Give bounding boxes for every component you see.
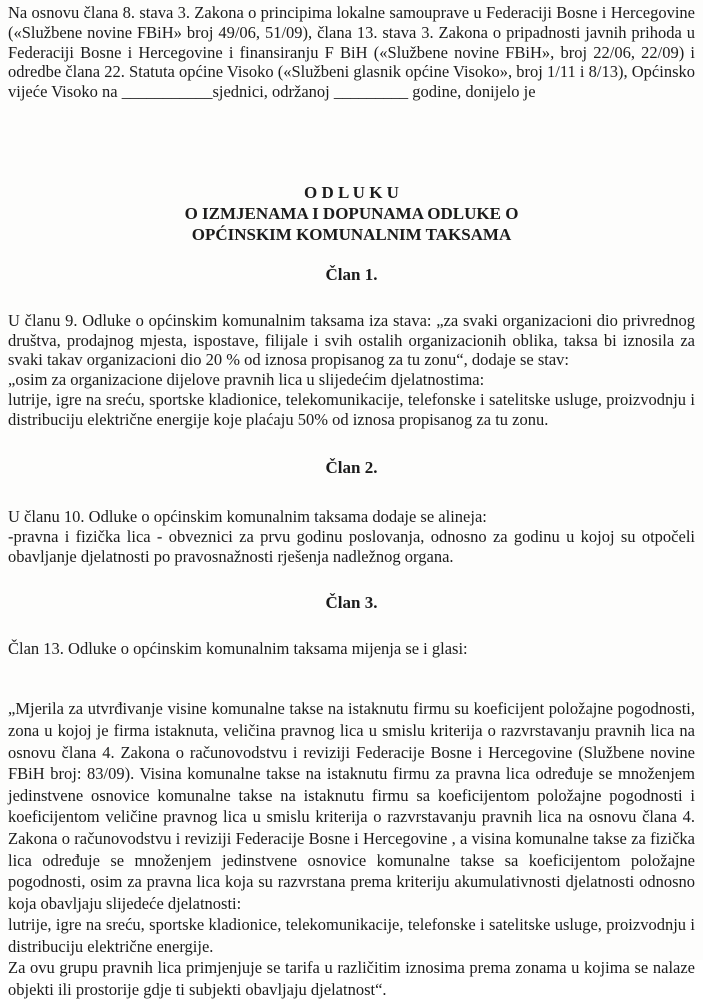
decision-title-line-3: OPĆINSKIM KOMUNALNIM TAKSAMA: [191, 224, 512, 244]
article-1-heading: Član 1.: [325, 264, 378, 284]
article-3-paragraph-2: „Mjerila za utvrđivanje visine komunalne takse na istaknutu firmu su koeficijent položajne pogodnosti, zona u kojoj je firma istaknuta, veličina pravnog lica u smislu kriterija o razvrstavanju pravnih lica na osnovu člana 4. Zakona o računovodstvu i reviziji Federacije Bosne i Hercegovine (Službene novine FBiH broj: 83/09). Visina komunalne takse na istaknutu firmu za pravna lica određuje se množenjem jedinstvene osnovice komunalne takse na istaknutu firmu sa koeficijentom položajne pogodnosti i koeficijentom veličine pravnog lica u smislu kriterija o razvrstavanju pravnih lica na osnovu člana 4. Zakona o računovodstvu i reviziji Federacije Bosne i Hercegovine , a visina komunalne takse za fizička lica određuje se množenjem jedinstvene osnovice komunalne takse sa koeficijentom položajne pogodnosti, osim za pravna lica koja su razvrstana prema kriteriju akumulativnosti djelatnosti odnosno koja obavljaju slijedeće djelatnosti:: [8, 699, 695, 913]
article-1-paragraph-3: lutrije, igre na sreću, sportske kladionice, telekomunikacije, telefonske i satelitske usluge, proizvodnju i distribuciju električne energije koje plaćaju 50% od iznosa propisanog za tu zonu.: [8, 389, 695, 429]
article-1-paragraph-2: „osim za organizacione dijelove pravnih lica u slijedećim djelatnostima:: [8, 370, 485, 390]
preamble-paragraph: Na osnovu člana 8. stava 3. Zakona o principima lokalne samouprave u Federaciji Bosne i Hercegovine («Službene novine FBiH» broj 49/06, 51/09), člana 13. stava 3. Zakona o pripadnosti javnih prihoda u Federaciji Bosne i Hercegovine i finansiranju F BiH («Službene novine FBiH», broj 22/06, 22/09) i odredbe člana 22. Statuta općine Visoko («Službeni glasnik općine Visoko», broj 1/11 i 8/13), Općinsko vijeće Visoko na ___________sjednici, održanoj _________ godine, donijelo je: [8, 3, 695, 102]
decision-title-line-1: O D L U K U: [304, 182, 399, 202]
article-3-paragraph-1: Član 13. Odluke o općinskim komunalnim taksama mijenja se i glasi:: [8, 638, 468, 658]
decision-title-block: [8, 182, 695, 245]
article-2-paragraph-1: U članu 10. Odluke o općinskim komunalnim taksama dodaje se alineja:: [8, 507, 487, 527]
article-3-paragraph-4: Za ovu grupu pravnih lica primjenjuje se tarifa u različitim iznosima prema zonama u kojima se nalaze objekti ili prostorije gdje ti subjekti obavljaju djelatnost“.: [8, 958, 695, 1000]
article-2-heading: Član 2.: [325, 457, 378, 477]
article-3-paragraph-3: lutrije, igre na sreću, sportske kladionice, telekomunikacije, telefonske i satelitske usluge, proizvodnju i distribuciju električne energije.: [8, 915, 695, 956]
article-3-heading: Član 3.: [325, 592, 378, 612]
article-2-paragraph-2: -pravna i fizička lica - obveznici za prvu godinu poslovanja, odnosno za godinu u kojoj su otpočeli obavljanje djelatnosti po pravosnažnosti rješenja nadležnog organa.: [8, 527, 695, 566]
decision-title-line-2: O IZMJENAMA I DOPUNAMA ODLUKE O: [184, 203, 519, 223]
article-1-paragraph-1: U članu 9. Odluke o općinskim komunalnim taksama iza stava: „za svaki organizacioni dio privrednog društva, prodajnog mjesta, ispostave, filijale i svih ostalih organizacionih oblika, taksa bi iznosila za svaki takav organizacioni dio 20 % od iznosa propisanog za tu zonu“, dodaje se stav:: [8, 310, 695, 370]
